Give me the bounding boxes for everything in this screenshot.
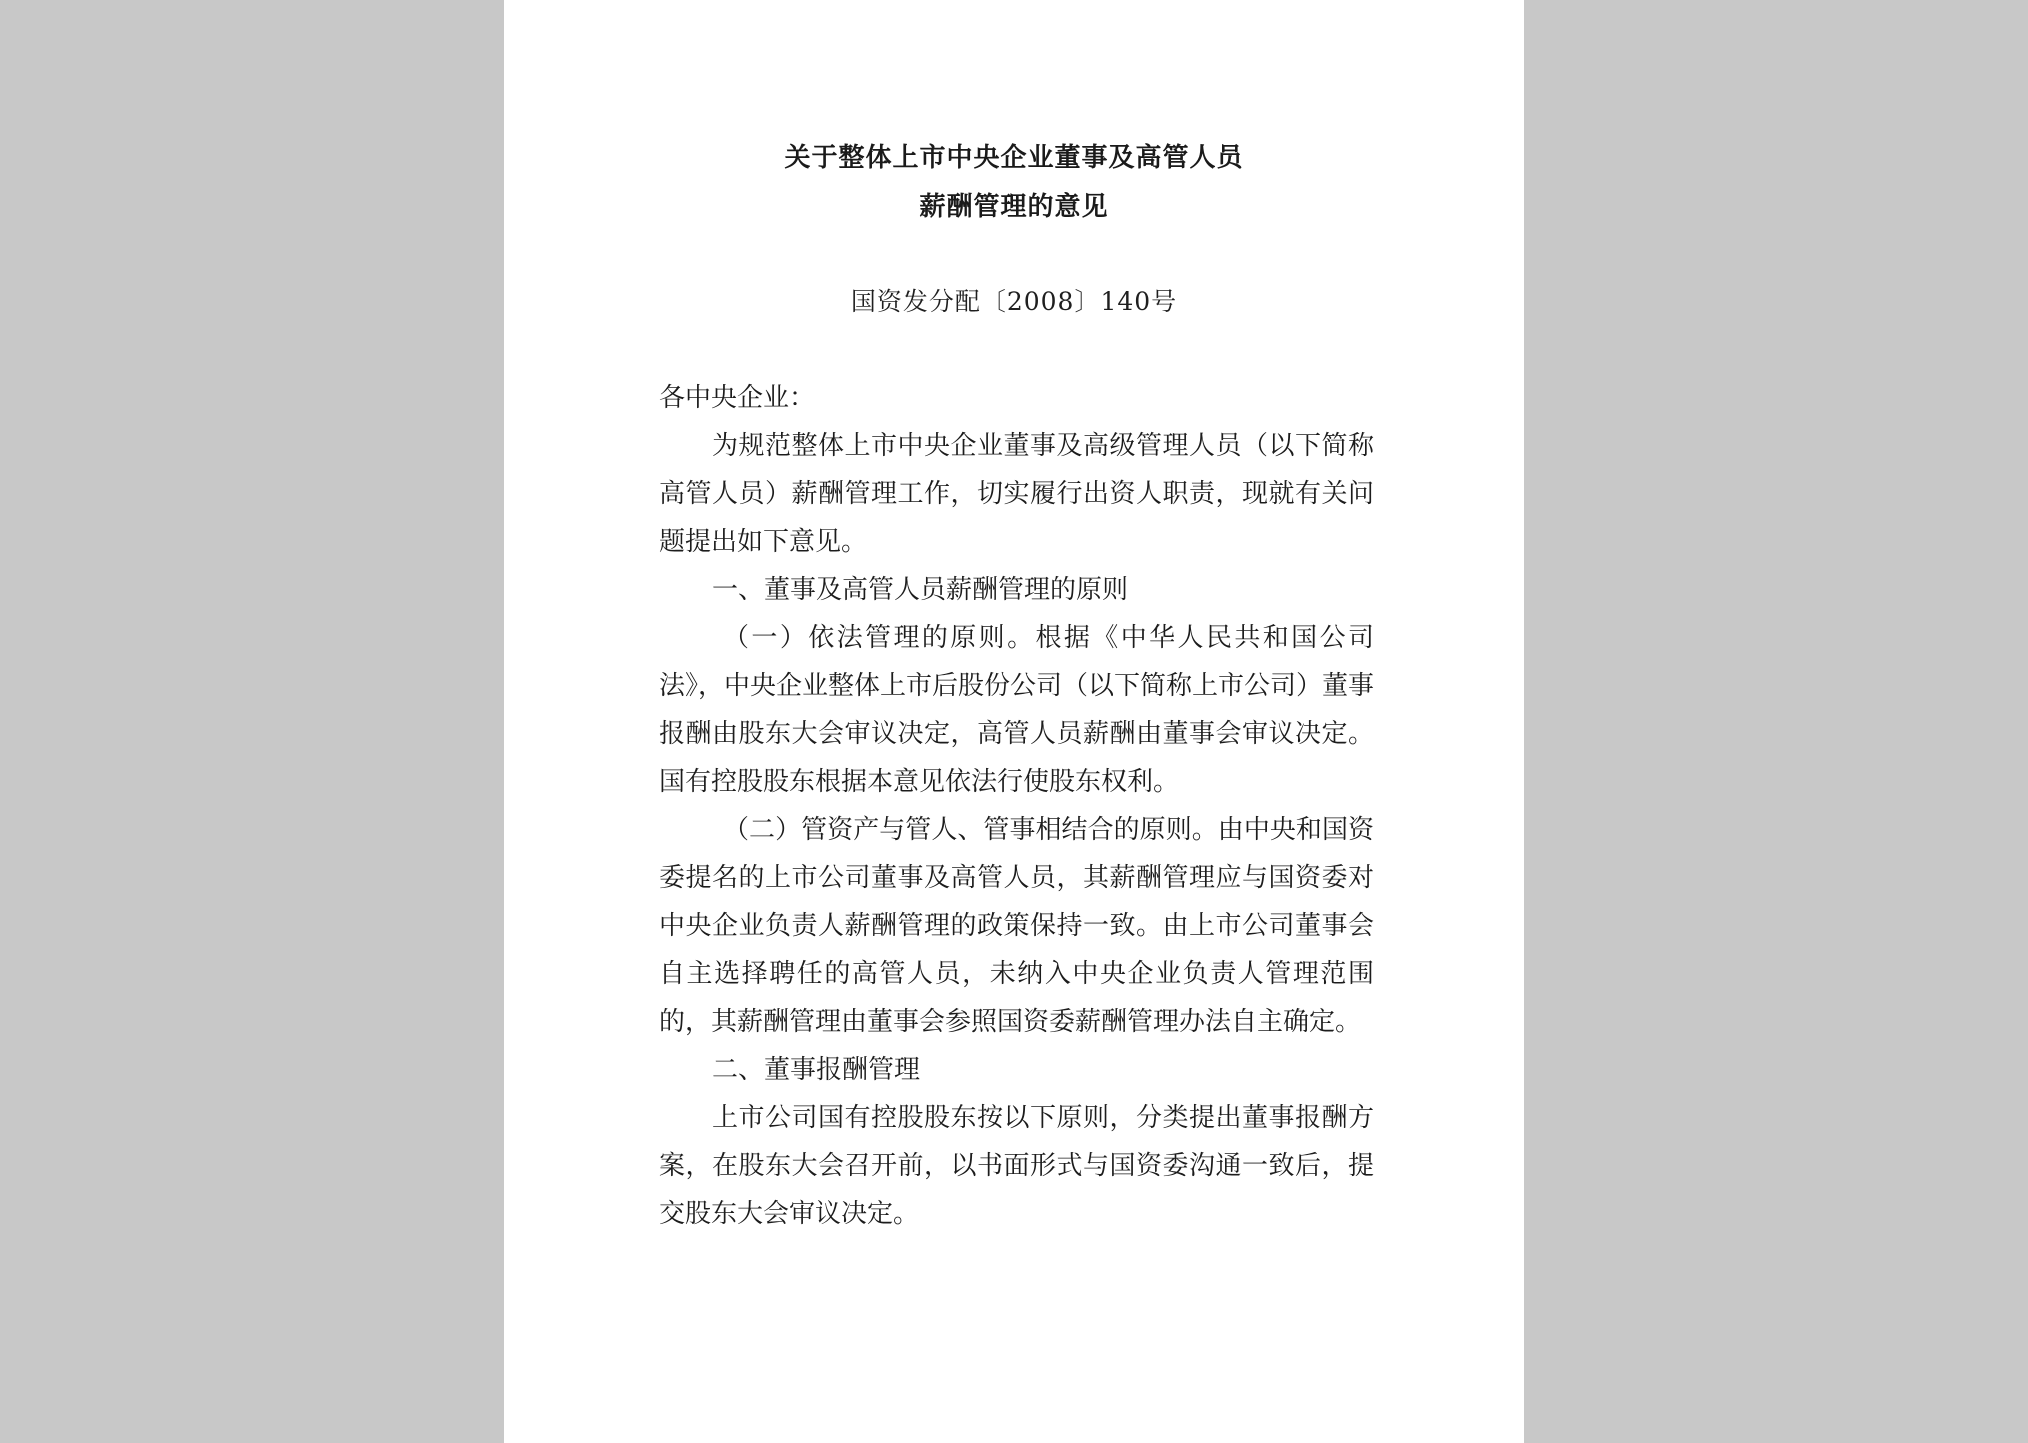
director-pay-paragraph: 上市公司国有控股股东按以下原则，分类提出董事报酬方案，在股东大会召开前，以书面形式与国资委沟通一致后，提交股东大会审议决定。 (659, 1103, 1374, 1229)
principle-paragraph-2: （二）管资产与管人、管事相结合的原则。由中央和国资委提名的上市公司董事及高管人员，其薪酬管理应与国资委对中央企业负责人薪酬管理的政策保持一致。由上市公司董事会自主选择聘任的高管人员，未纳入中央企业负责人管理范围的，其薪酬管理由董事会参照国资委薪酬管理办法自主确定。 (659, 815, 1374, 1037)
principle-paragraph-1: （一）依法管理的原则。根据《中华人民共和国公司法》，中央企业整体上市后股份公司（以下简称上市公司）董事报酬由股东大会审议决定，高管人员薪酬由董事会审议决定。国有控股股东根据本意见依法行使股东权利。 (659, 623, 1375, 797)
salutation: 各中央企业： (659, 383, 816, 413)
section-heading-2: 二、董事报酬管理 (712, 1055, 921, 1085)
document-number: 国资发分配〔2008〕140号 (850, 287, 1178, 316)
document-title-line2: 薪酬管理的意见 (919, 192, 1109, 222)
document-title-line1: 关于整体上市中央企业董事及高管人员 (784, 143, 1244, 173)
intro-paragraph: 为规范整体上市中央企业董事及高级管理人员（以下简称高管人员）薪酬管理工作，切实履行出资人职责，现就有关问题提出如下意见。 (659, 431, 1374, 557)
document-page (504, 0, 1524, 1443)
section-heading-1: 一、董事及高管人员薪酬管理的原则 (712, 575, 1129, 605)
document-body (659, 374, 1374, 1238)
